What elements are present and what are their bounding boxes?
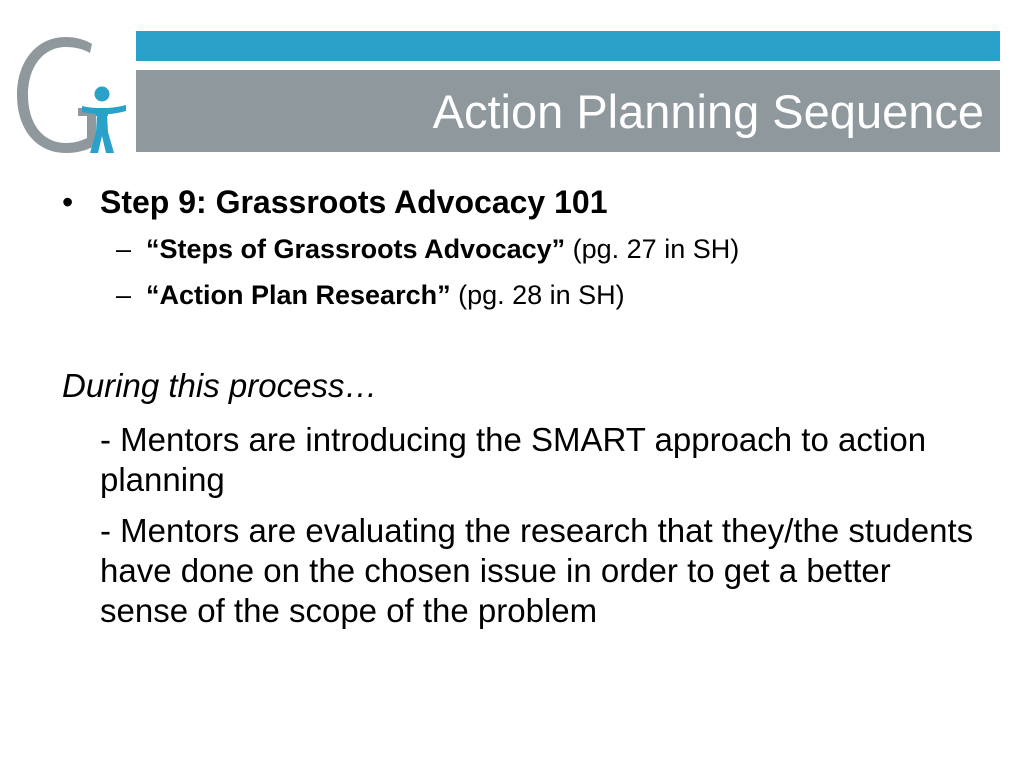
bullet-text: Step 9: Grassroots Advocacy 101 [100,184,608,220]
sub-item [116,232,739,266]
sub-item-dash: – [116,280,132,310]
sub-item-bold: “Action Plan Research” [146,280,451,310]
bullet-item [62,182,607,222]
sub-item-dash: – [116,234,132,264]
sub-item-plain: (pg. 28 in SH) [450,280,625,310]
process-paragraph: - Mentors are evaluating the research that they/the students have done on the chosen issue in order to get a better sense of the scope of the problem [100,512,974,629]
process-heading: During this process… [62,367,378,404]
sub-item-plain: (pg. 27 in SH) [565,234,740,264]
process-paragraph: - Mentors are introducing the SMART approach to action planning [100,421,927,498]
bullet-marker: • [62,184,74,220]
sub-item-bold: “Steps of Grassroots Advocacy” [146,234,566,264]
sub-item [116,278,625,312]
slide-title: Action Planning Sequence [432,84,984,138]
